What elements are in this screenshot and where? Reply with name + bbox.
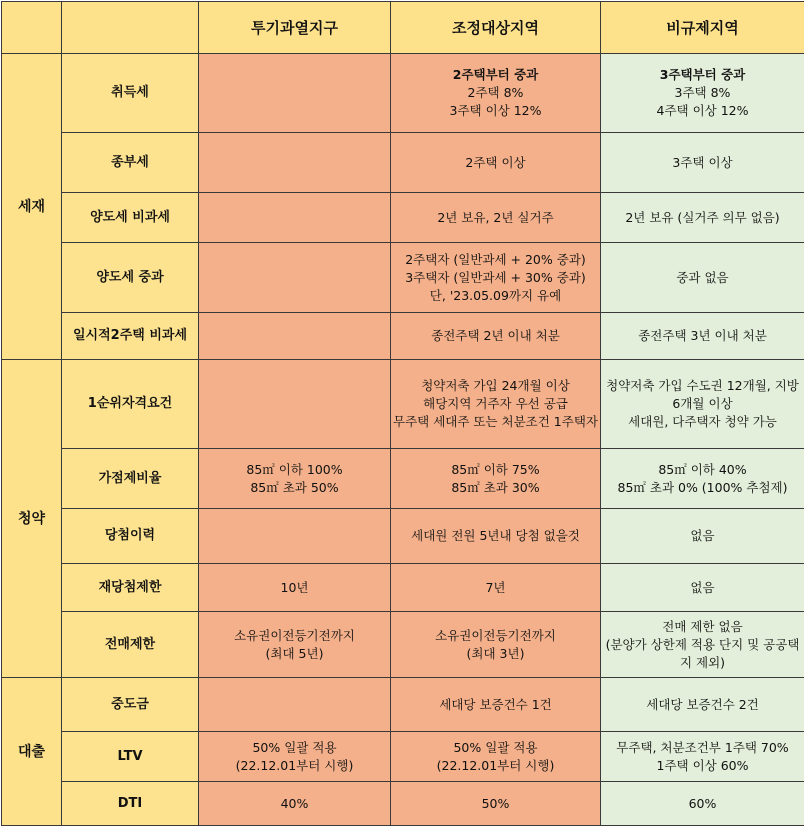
cell-col3 [601,193,804,243]
table-row [2,782,804,826]
cell-col1 [199,509,391,564]
cell-col2 [391,313,601,360]
cell-text-line: 50% 일괄 적용 [201,739,388,757]
cell-text-line: 2년 보유 (실거주 의무 없음) [603,209,802,227]
cell-text-line: 7년 [393,579,598,597]
cell-text-line: 청약저축 가입 수도권 12개월, 지방 6개월 이상 [603,377,802,413]
cell-text-line: 소유권이전등기전까지 [201,627,388,645]
cell-col2 [391,193,601,243]
cell-text-line: (분양가 상한제 적용 단지 및 공공택지 제외) [603,636,802,672]
table-row [2,313,804,360]
cell-text-line: 50% [393,795,598,813]
cell-text-line: 2주택 이상 [393,154,598,172]
cell-text-line: 2년 보유, 2년 실거주 [393,209,598,227]
table-row [2,243,804,313]
cell-text-line: 3주택 8% [603,84,802,102]
cell-text-line: 85㎡ 이하 100% [201,461,388,479]
cell-text-line: 세대원 전원 5년내 당첨 없을것 [393,527,598,545]
cell-text-line: 중과 없음 [603,269,802,287]
cell-col3 [601,449,804,509]
table-row [2,564,804,612]
cell-text-line: 무주택, 처분조건부 1주택 70% [603,739,802,757]
cell-col3 [601,360,804,449]
cell-text-line: 3주택 이상 [603,154,802,172]
row-label: 일시적2주택 비과세 [62,313,199,360]
regulation-comparison-table [1,1,804,826]
cell-col1 [199,193,391,243]
cell-col2 [391,678,601,732]
cell-col2 [391,449,601,509]
cell-text-line: 10년 [201,579,388,597]
cell-col2 [391,243,601,313]
cell-text-line: 60% [603,795,802,813]
header-adjustment-target: 조정대상지역 [391,2,601,54]
cell-text-line: 무주택 세대주 또는 처분조건 1주택자 [393,413,598,431]
header-blank-cell [62,2,199,54]
cell-col3 [601,612,804,678]
table-row [2,509,804,564]
cell-col2 [391,360,601,449]
cell-text-line: 종전주택 2년 이내 처분 [393,327,598,345]
category-loan: 대출 [2,678,62,826]
cell-col3 [601,678,804,732]
row-label: 중도금 [62,678,199,732]
cell-col1 [199,243,391,313]
cell-col2 [391,564,601,612]
cell-text-line: 85㎡ 초과 0% (100% 추첨제) [603,479,802,497]
cell-text-line: 40% [201,795,388,813]
row-label: 가점제비율 [62,449,199,509]
cell-col2 [391,54,601,133]
row-label: 양도세 비과세 [62,193,199,243]
cell-col2 [391,133,601,193]
header-blank-cell [2,2,62,54]
cell-col3 [601,564,804,612]
cell-text-line: 1주택 이상 60% [603,757,802,775]
cell-text-line: 4주택 이상 12% [603,102,802,120]
cell-text-line: 해당지역 거주자 우선 공급 [393,395,598,413]
cell-text-line: 3주택부터 중과 [603,66,802,84]
cell-col1 [199,782,391,826]
cell-text-line: 2주택 8% [393,84,598,102]
category-subscription: 청약 [2,360,62,678]
cell-text-line: 85㎡ 초과 30% [393,479,598,497]
cell-col2 [391,782,601,826]
row-label: 당첨이력 [62,509,199,564]
cell-text-line: 3주택자 (일반과세 + 30% 중과) [393,269,598,287]
cell-col3 [601,243,804,313]
cell-col3 [601,54,804,133]
cell-text-line: 세대당 보증건수 1건 [393,696,598,714]
cell-text-line: 단, '23.05.09까지 유예 [393,287,598,305]
cell-col2 [391,509,601,564]
table-row [2,133,804,193]
cell-text-line: 세대당 보증건수 2건 [603,696,802,714]
cell-col1 [199,54,391,133]
cell-text-line: (22.12.01부터 시행) [201,757,388,775]
cell-text-line: 50% 일괄 적용 [393,739,598,757]
table-row [2,360,804,449]
row-label: LTV [62,732,199,782]
cell-text-line: 종전주택 3년 이내 처분 [603,327,802,345]
row-label: 취득세 [62,54,199,133]
row-label: 양도세 중과 [62,243,199,313]
row-label: 전매제한 [62,612,199,678]
cell-col1 [199,564,391,612]
cell-col1 [199,313,391,360]
cell-col1 [199,133,391,193]
row-label: DTI [62,782,199,826]
cell-col2 [391,732,601,782]
cell-text-line: 없음 [603,579,802,597]
cell-text-line: (최대 5년) [201,645,388,663]
cell-text-line: 85㎡ 초과 50% [201,479,388,497]
table-row [2,732,804,782]
cell-col3 [601,732,804,782]
cell-col1 [199,678,391,732]
category-tax: 세재 [2,54,62,360]
row-label: 재당첨제한 [62,564,199,612]
cell-col1 [199,732,391,782]
cell-text-line: 세대원, 다주택자 청약 가능 [603,413,802,431]
cell-text-line: 소유권이전등기전까지 [393,627,598,645]
cell-text-line: (22.12.01부터 시행) [393,757,598,775]
cell-text-line: 전매 제한 없음 [603,618,802,636]
table-row [2,678,804,732]
table-row [2,193,804,243]
cell-text-line: 85㎡ 이하 75% [393,461,598,479]
cell-text-line: 85㎡ 이하 40% [603,461,802,479]
cell-text-line: 2주택자 (일반과세 + 20% 중과) [393,251,598,269]
cell-col2 [391,612,601,678]
cell-text-line: 없음 [603,527,802,545]
table-row [2,449,804,509]
row-label: 종부세 [62,133,199,193]
header-row [2,2,804,54]
cell-col1 [199,360,391,449]
header-unregulated: 비규제지역 [601,2,804,54]
cell-text-line: 청약저축 가입 24개월 이상 [393,377,598,395]
cell-col1 [199,612,391,678]
table-row [2,54,804,133]
cell-col3 [601,509,804,564]
cell-col3 [601,782,804,826]
row-label: 1순위자격요건 [62,360,199,449]
cell-text-line: 3주택 이상 12% [393,102,598,120]
cell-col1 [199,449,391,509]
table-row [2,612,804,678]
cell-text-line: 2주택부터 중과 [393,66,598,84]
cell-col3 [601,133,804,193]
cell-text-line: (최대 3년) [393,645,598,663]
header-speculation-overheated: 투기과열지구 [199,2,391,54]
cell-col3 [601,313,804,360]
